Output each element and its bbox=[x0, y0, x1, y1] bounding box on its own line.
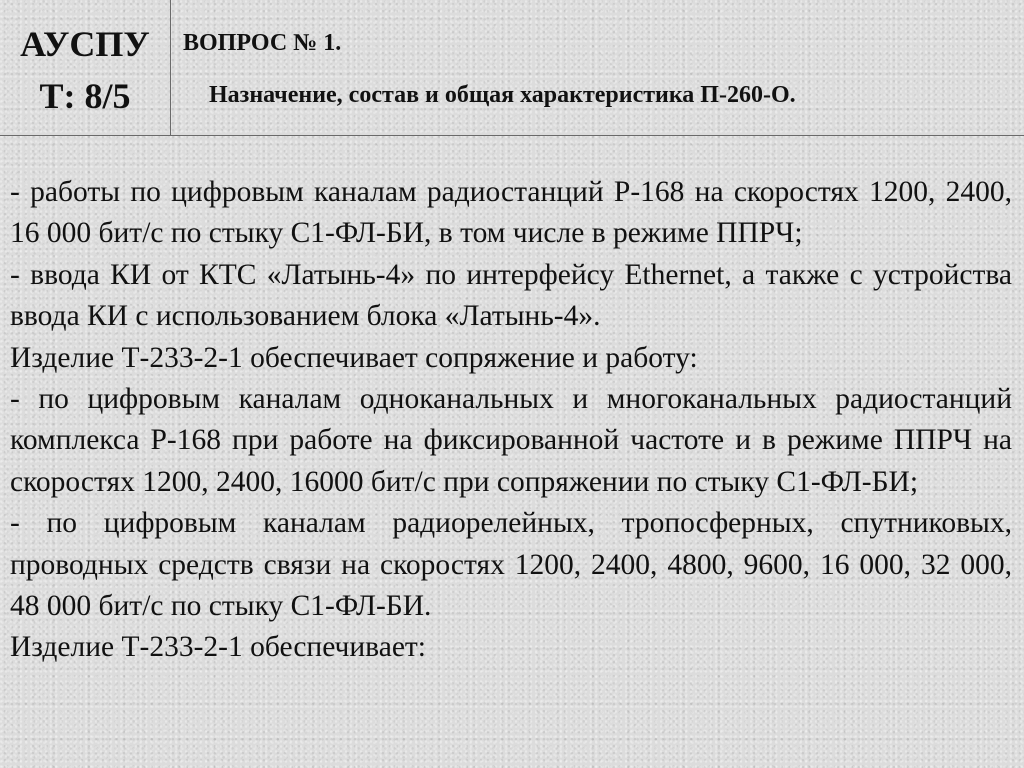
question-number: ВОПРОС № 1. bbox=[183, 30, 342, 56]
course-code-box bbox=[0, 0, 171, 136]
title-box bbox=[171, 0, 1024, 136]
paragraph-single-multichannel: - по цифровым каналам одноканальных и многоканальных радиостанций комплекса Р-168 при работе на фиксированной частоте и в режиме ППРЧ на скоростях 1200, 2400, 16000 бит/с при сопряжении по стыку С1-ФЛ-БИ; bbox=[10, 383, 1012, 498]
paragraph-digital-channels-r168: - работы по цифровым каналам радиостанций Р-168 на скоростях 1200, 2400, 16 000 бит/с по стыку С1-ФЛ-БИ, в том числе в режиме ППРЧ; bbox=[10, 176, 1012, 250]
paragraph-relay-troposcatter: - по цифровым каналам радиорелейных, тропосферных, спутниковых, проводных средств связи на скоростях 1200, 2400, 4800, 9600, 16 000, 32 000, 48 000 бит/с по стыку С1-ФЛ-БИ. bbox=[10, 507, 1012, 623]
slide-header bbox=[0, 0, 1024, 137]
paragraph-ki-input: - ввода КИ от КТС «Латынь-4» по интерфейсу Ethernet, а также с устройства ввода КИ с использованием блока «Латынь-4». bbox=[10, 258, 1012, 333]
paragraph-provides: Изделие Т-233-2-1 обеспечивает: bbox=[10, 631, 426, 664]
slide-body bbox=[10, 172, 1012, 669]
question-title: Назначение, состав и общая характеристика П-260-О. bbox=[209, 82, 796, 108]
course-code: АУСПУ bbox=[20, 24, 150, 64]
paragraph-interface-intro: Изделие Т-233-2-1 обеспечивает сопряжение и работу: bbox=[10, 341, 698, 374]
topic-number: Т: 8/5 bbox=[39, 76, 131, 116]
